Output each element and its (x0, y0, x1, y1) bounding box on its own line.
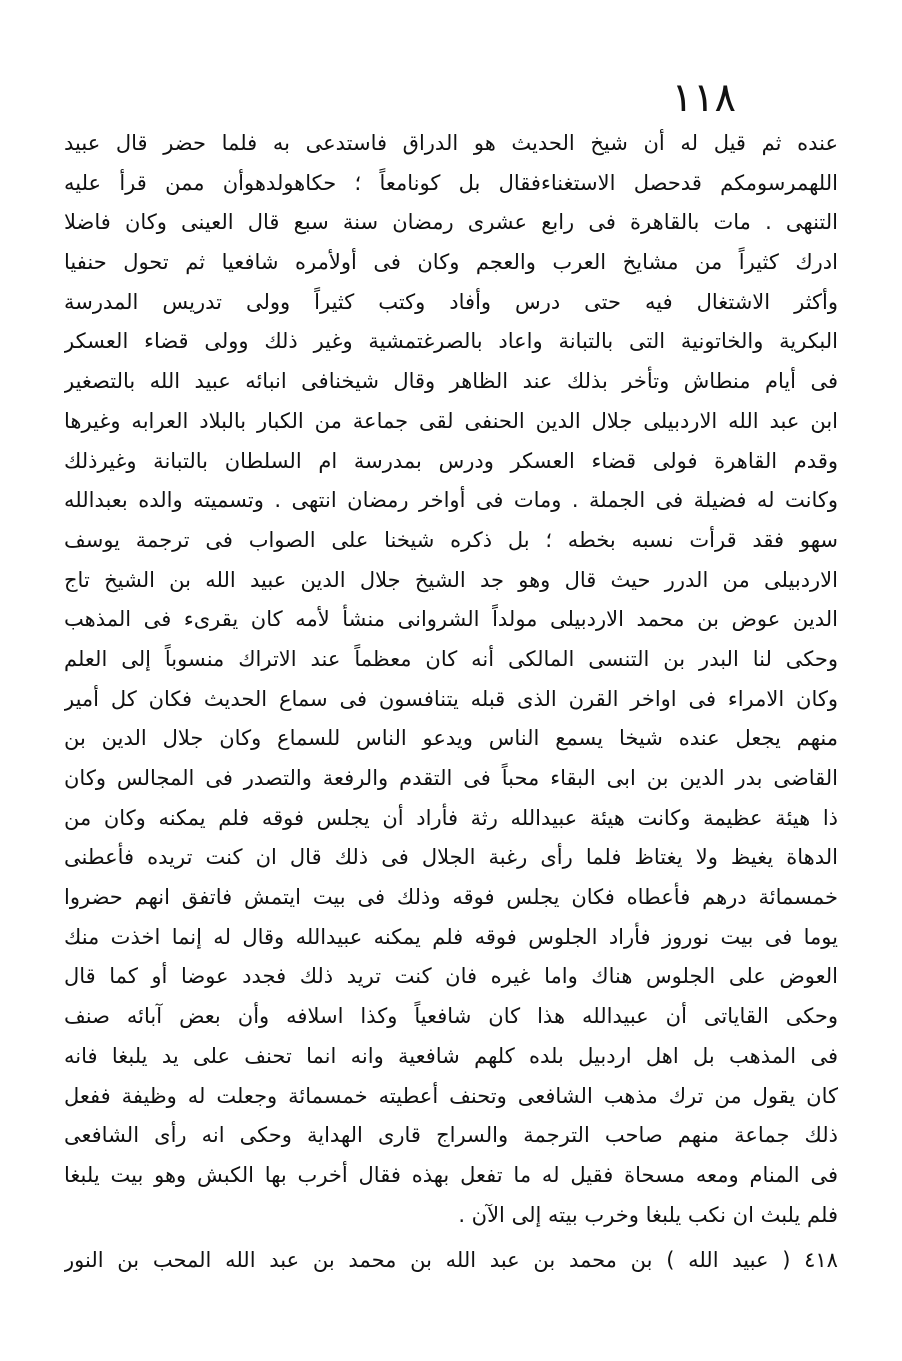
text-line: سهو فقد قرأت نسبه بخطه ؛ بل ذكره شيخنا على الصواب فى ترجمة يوسف (64, 527, 838, 552)
text-line: وكان الامراء فى اواخر القرن الذى قبله يتنافسون فى سماع الحديث فكان كل أمير (64, 686, 838, 711)
text-line: ذلك جماعة منهم صاحب الترجمة والسراج قارى الهداية وحكى انه رأى الشافعى (64, 1123, 838, 1148)
text-line: فى المذهب بل اهل اردبيل بلده كلهم شافعية وانه انما تحنف على يد يلبغا فانه (64, 1043, 838, 1068)
entry-number: ٤١٨ (804, 1248, 838, 1273)
entry-name: ( عبيد الله ) (666, 1248, 791, 1273)
text-line: العوض على الجلوس هناك واما غيره فان كنت تريد ذلك فجدد عوضا أو كما قال (64, 964, 838, 989)
page-number: ١١٨ (671, 75, 736, 121)
text-line: منهم يجعل عنده شيخا يسمع الناس ويدعو الناس للسماع وكان جلال الدين بن (64, 726, 838, 751)
text-line: التنهى . مات بالقاهرة فى رابع عشرى رمضان سنة سبع قال العينى وكان فاضلا (64, 210, 838, 235)
text-line: ادرك كثيراً من مشايخ العرب والعجم وكان فى أولأمره شافعيا ثم تحول حنفيا (64, 250, 838, 275)
text-line: فى أيام منطاش وتأخر بذلك عند الظاهر وقال شيخنافى انبائه عبيد الله بالتصغير (64, 369, 838, 394)
text-line: وكانت له فضيلة فى الجملة . ومات فى أواخر رمضان انتهى . وتسميته والده بعبدالله (64, 488, 838, 513)
text-line: ذا هيئة عظيمة وكانت هيئة عبيدالله رثة فأراد أن يجلس فوقه فلم يمكنه وكان من (64, 805, 838, 830)
page-body (64, 124, 838, 1281)
text-line: وحكى لنا البدر بن التنسى المالكى أنه كان معظماً عند الاتراك منسوباً إلى العلم (64, 646, 838, 671)
text-line: ابن عبد الله الاردبيلى جلال الدين الحنفى لقى جماعة من الكبار بالبلاد العرابه وغيرها (64, 408, 838, 433)
entry-heading (64, 1241, 838, 1281)
text-line: البكرية والخاتونية التى بالتبانة واعاد بالصرغتمشية وغير ذلك وولى قضاء العسكر (64, 329, 838, 354)
text-line: وقدم القاهرة فولى قضاء العسكر ودرس بمدرسة ام السلطان بالتبانة وغيرذلك (64, 448, 838, 473)
text-line: وأكثر الاشتغال فيه حتى درس وأفاد وكتب كثيراً وولى تدريس المدرسة (64, 289, 838, 314)
text-line: كان يقول من ترك مذهب الشافعى وتحنف أعطيته خمسمائة وجعلت له وظيفة ففعل (64, 1083, 838, 1108)
text-line: خمسمائة درهم فأعطاه فكان يجلس فوقه وذلك فى بيت ايتمش فاتفق انهم حضروا (64, 885, 838, 910)
text-line: عنده ثم قيل له أن شيخ الحديث هو الدراق فاستدعى به فلما حضر قال عبيد (64, 131, 838, 155)
text-line: وحكى القاياتى أن عبيدالله هذا كان شافعياً وكذا اسلافه وأن بعض آبائه صنف (64, 1004, 838, 1029)
text-line: القاضى بدر الدين بن ابى البقاء محباً فى التقدم والرفعة والتصدر فى المجالس وكان (64, 766, 838, 790)
text-line: الدهاة يغيظ ولا يغتاظ فلما رأى رغبة الجلال فى ذلك قال ان كنت تريده فأعطنى (64, 845, 838, 870)
text-line: فلم يلبث ان نكب يلبغا وخرب بيته إلى الآن . (458, 1202, 838, 1227)
text-line: فى المنام ومعه مسحاة فقيل له ما تفعل بهذه فقال أخرب بها الكبش وهو بيت يلبغا (64, 1162, 838, 1187)
text-line: الاردبيلى من الدرر حيث قال وهو جد الشيخ جلال الدين عبيد الله بن الشيخ تاج (64, 567, 838, 592)
entry-text: بن محمد بن عبد الله بن محمد بن عبد الله المحب بن النور (64, 1248, 653, 1273)
text-line: الدين عوض بن محمد الاردبيلى مولداً الشروانى منشأ لأمه كان يقرىء فى المذهب (64, 607, 838, 632)
text-line: يوما فى بيت نوروز فأراد الجلوس فوقه فلم يمكنه عبيدالله وقال له إنما اخذت منك (64, 924, 838, 949)
text-line: اللهمرسومكم قدحصل الاستغناءفقال بل كونامعاً ؛ حكاهولدهوأن ممن قرأ عليه (64, 170, 838, 195)
